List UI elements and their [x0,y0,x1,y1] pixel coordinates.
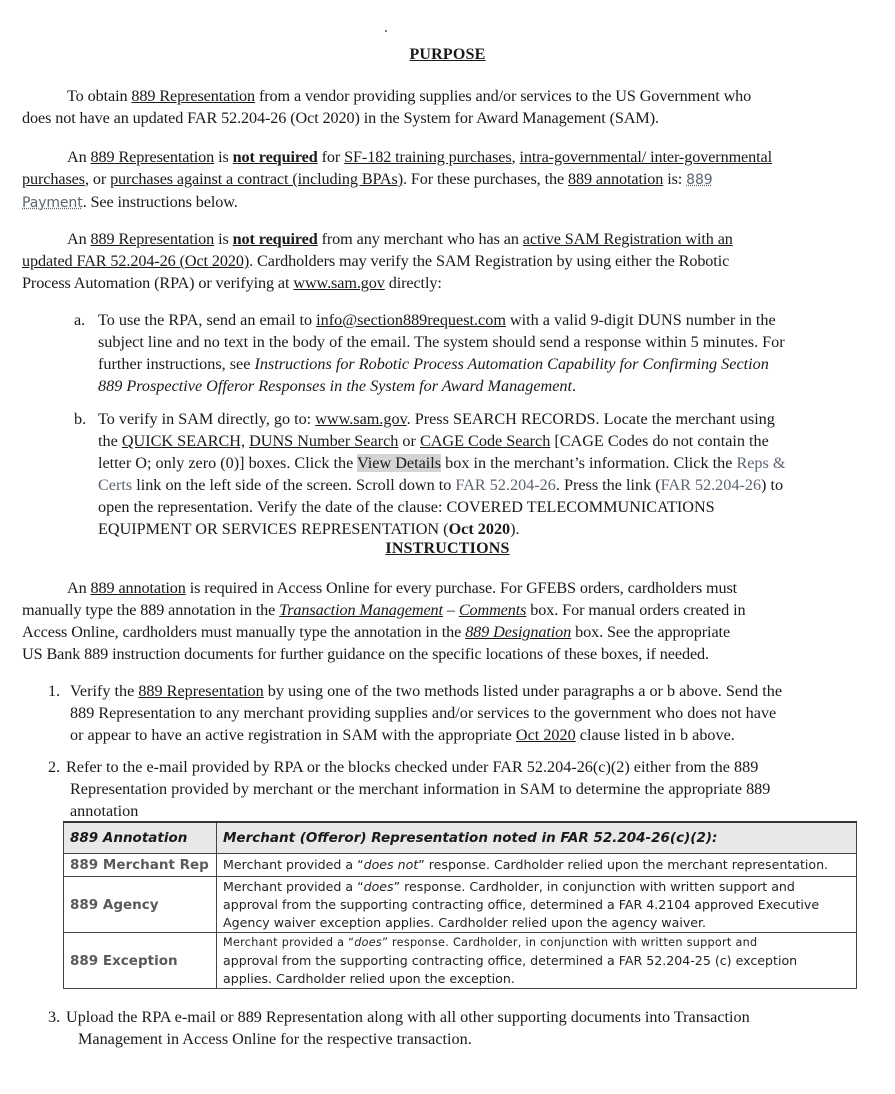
representation-cell: Merchant provided a “does” response. Cardholder, in conjunction with written support and approval from the supporting contracting office, determined a FAR 52.204-25 (c) exception applies. Cardholder relied upon the exception. [217,933,857,989]
sam-gov-link[interactable]: www.sam.gov [293,274,385,292]
representation-cell: Merchant provided a “does” response. Cardholder, in conjunction with written support and approval from the supporting contracting office, determined a FAR 4.2104 approved Executive Agency waiver exception applies. Cardholder relied upon the agency waiver. [217,877,857,933]
889-designation-ref: 889 Designation [465,623,572,641]
header-representation: Merchant (Offeror) Representation noted in FAR 52.204-26(c)(2): [217,822,857,854]
889-payment-annotation-cont: Payment [22,195,83,211]
table-header-row [64,822,857,854]
duns-search-link: DUNS Number Search [249,432,399,450]
transaction-management-ref: Transaction Management [279,601,443,619]
annotation-cell: 889 Exception [64,933,217,989]
view-details-highlight: View Details [357,454,442,472]
instructions-intro: An 889 annotation is required in Access Online for every purchase. For GFEBS orders, cardholders must manually type the 889 annotation in the Transaction Management – Comments box. For manual orders created in Access Online, cardholders must manually type the annotation in the 889 Designation box. See the appropriate US Bank 889 instruction documents for further guidance on the specific locations of these boxes, if needed. [22,579,746,663]
far-clause-text: FAR 52.204-26 [455,476,556,494]
table-row [64,854,857,877]
sam-gov-link-2[interactable]: www.sam.gov [315,410,407,428]
purpose-paragraph-3: An 889 Representation is not required from any merchant who has an active SAM Registration with an updated FAR 52.204-26 (Oct 2020). Cardholders may verify the SAM Registration by using either the Robotic Process Automation (RPA) or verifying at www.sam.gov directly: [22,230,733,292]
reps-certs-text: Reps & [736,454,786,472]
purpose-paragraph-1: To obtain 889 Representation from a vendor providing supplies and/or services to the US Government who does not have an updated FAR 52.204-26 (Oct 2020) in the System for Award Management (SAM). [22,87,752,127]
header-annotation: 889 Annotation [64,822,217,854]
cage-search-link: CAGE Code Search [419,432,551,450]
representation-cell: Merchant provided a “does not” response. Cardholder relied upon the merchant representation. [217,854,857,877]
annotation-table [63,821,857,989]
not-required-emphasis: not required [232,148,318,166]
quick-search-link: QUICK SEARCH, [121,432,246,450]
comments-ref: Comments [458,601,527,619]
annotation-cell: 889 Merchant Rep [64,854,217,877]
purpose-heading: PURPOSE [409,46,486,63]
document-page: PURPOSE To obtain 889 Representation from a vendor providing supplies and/or services to the US Government who does not have an updated FAR 52.204-26 (Oct 2020) in the System for Award Management (SAM). An 889 Representation is not required for SF-182 training purchases, intra-governmental/ inter-governmental purchases, or purchases against a contract (including BPAs). For these purchases, the 889 annotation is: 889 Payment. See instructions below. An 889 Representation is not required from any merchant who has an active SAM Registration with an updated FAR 52.204-26 (Oct 2020). Cardholders may verify the SAM Registration by using either the Robotic Process Automation (RPA) or verifying at www.sam.gov directly: a. To use the RPA, send an email to info@section889request.com with a valid 9-digit DUNS number in the subject line and no text in the body of the email. The system should send a response within 5 minutes. For further instructions, see Instructions for Robotic Process Automation Capability for Confirming Section 889 Prospective Offeror Responses in the System for Award Management. b. To verify in SAM directly, go to: www.sam.gov. Press SEARCH RECORDS. Locate the merchant using the QUICK SEARCH, DUNS Number Search or CAGE Code Search [CAGE Codes do not contain the letter O; only zero (0)] boxes. Click the View Details box in the merchant’s information. Click the Reps & Certs link on the left side of the screen. Scroll down to FAR 52.204-26. Press the link (FAR 52.204-26) to open the representation. Verify the date of the clause: COVERED TELECOMMUNICATIONS EQUIPMENT OR SERVICES REPRESENTATION (Oct 2020). INSTRUCTIONS An 889 annotation is required in Access Online for every purchase. For GFEBS orders, cardholders must manually type the 889 annotation in the Transaction Management – Comments box. For manual orders created in Access Online, cardholders must manually type the annotation in the 889 Designation box. See the appropriate US Bank 889 instruction documents for further guidance on the specific locations of these boxes, if needed. 1. Verify the 889 Representation by using one of the two methods listed under paragraphs a or b above. Send the 889 Representation to any merchant providing supplies and/or services to the government who does not have or appear to have an active registration in SAM with the appropriate Oct 2020 clause listed in b above. 2. Refer to the e-mail provided by RPA or the blocks checked under FAR 52.204-26(c)(2) either from the 889 Representation provided by merchant or the merchant information in SAM to determine the appropriate 889 annotation 889 Annotation Merchant (Offeror) Representation noted in FAR 52.204-26(c)(2): 889 Merchant Rep Merchant provided a “does not” response. Cardholder relied upon the merchant representation. 889 Agency Merchant provided a “does” response. Cardholder, in conjunction with written support and approval from the supporting contracting office, determined a FAR 4.2104 approved Executive Agency waiver exception applies. Cardholder relied upon the agency waiver. 889 Exception Merchant provided a “does” response. Cardholder, in conjunction with written support and approval from the supporting contracting office, determined a FAR 52.204-25 (c) exception applies. Cardholder relied upon the exception. 3. Upload the RPA e-mail or 889 Representation along with all other supporting documents into Transaction Management in Access Online for the respective transaction. [0,0,895,1094]
annotation-cell: 889 Agency [64,877,217,933]
stray-dot [385,30,387,32]
table-row [64,933,857,989]
instructions-heading: INSTRUCTIONS [385,540,510,557]
purpose-paragraph-2: An 889 Representation is not required for SF-182 training purchases, intra-governmental/ inter-governmental purchases, or purchases against a contract (including BPAs). For these purchases, the 889 annotation is: 889 Payment. See instructions below. [22,148,773,211]
table-row [64,877,857,933]
email-link[interactable]: info@section889request.com [316,311,506,329]
889-representation-link: 889 Representation [131,87,256,105]
889-payment-annotation: 889 [686,172,713,188]
